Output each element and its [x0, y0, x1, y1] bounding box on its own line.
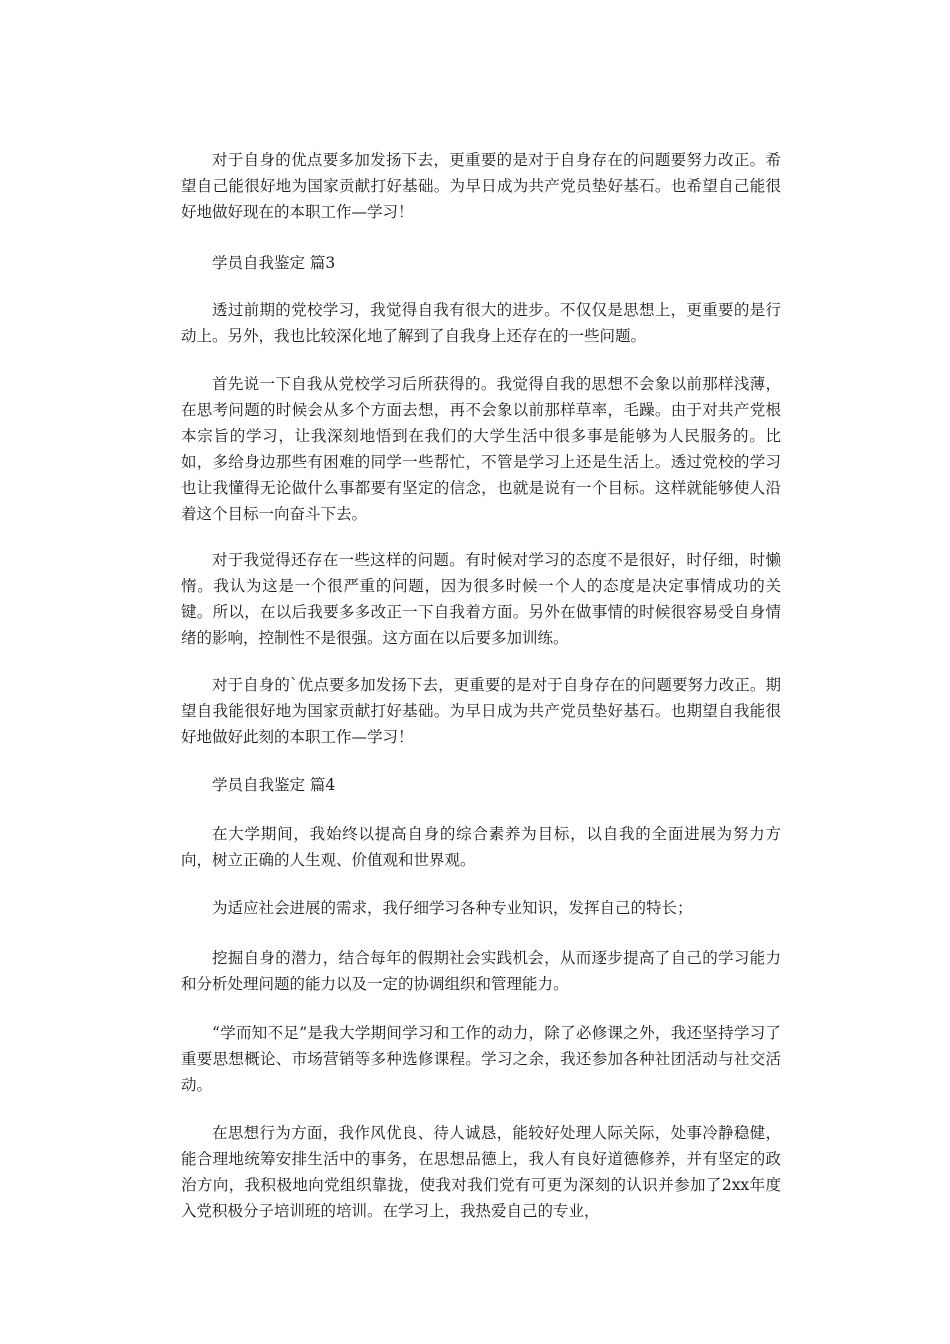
paragraph: 对于自身的`优点要多加发扬下去，更重要的是对于自身存在的问题要努力改正。期望自我能很好地为国家贡献打好基础。为早日成为共产党员垫好基石。也期望自我能很好地做好此刻的本职工作—学习！ — [181, 676, 781, 746]
section-heading: 学员自我鉴定 篇3 — [212, 254, 336, 272]
paragraph: 为适应社会进展的需求，我仔细学习各种专业知识，发挥自己的特长； — [212, 899, 693, 917]
section-heading: 学员自我鉴定 篇4 — [212, 776, 336, 794]
paragraph: 在大学期间，我始终以提高自身的综合素养为目标，以自我的全面进展为努力方向，树立正确的人生观、价值观和世界观。 — [181, 825, 781, 869]
paragraph: 对于自身的优点要多加发扬下去，更重要的是对于自身存在的问题要努力改正。希望自己能很好地为国家贡献打好基础。为早日成为共产党员垫好基石。也希望自己能很好地做好现在的本职工作—学习！ — [181, 151, 781, 221]
paragraph: 首先说一下自我从党校学习后所获得的。我觉得自我的思想不会象以前那样浅薄，在思考问题的时候会从多个方面去想，再不会象以前那样草率，毛躁。由于对共产党根本宗旨的学习，让我深刻地悟到在我们的大学生活中很多事是能够为人民服务的。比如，多给身边那些有困难的同学一些帮忙，不管是学习上还是生活上。透过党校的学习也让我懂得无论做什么事都要有坚定的信念，也就是说有一个目标。这样就能够使人沿着这个目标一向奋斗下去。 — [181, 375, 781, 523]
paragraph: “学而知不足”是我大学期间学习和工作的动力，除了必修课之外，我还坚持学习了重要思想概论、市场营销等多种选修课程。学习之余，我还参加各种社团活动与社交活动。 — [181, 1024, 781, 1094]
paragraph: 在思想行为方面，我作风优良、待人诚恳，能较好处理人际关际，处事冷静稳健，能合理地统筹安排生活中的事务，在思想品德上，我人有良好道德修养，并有坚定的政治方向，我积极地向党组织靠拢，使我对我们党有可更为深刻的认识并参加了2xx年度入党积极分子培训班的培训。在学习上，我热爱自己的专业， — [181, 1124, 781, 1220]
paragraph: 对于我觉得还存在一些这样的问题。有时候对学习的态度不是很好，时仔细，时懒惰。我认为这是一个很严重的问题，因为很多时候一个人的态度是决定事情成功的关键。所以，在以后我要多多改正一下自我着方面。另外在做事情的时候很容易受自身情绪的影响，控制性不是很强。这方面在以后要多加训练。 — [181, 551, 781, 647]
paragraph: 透过前期的党校学习，我觉得自我有很大的进步。不仅仅是思想上，更重要的是行动上。另外，我也比较深化地了解到了自我身上还存在的一些问题。 — [181, 301, 781, 345]
paragraph: 挖掘自身的潜力，结合每年的假期社会实践机会，从而逐步提高了自己的学习能力和分析处理问题的能力以及一定的协调组织和管理能力。 — [181, 949, 781, 993]
